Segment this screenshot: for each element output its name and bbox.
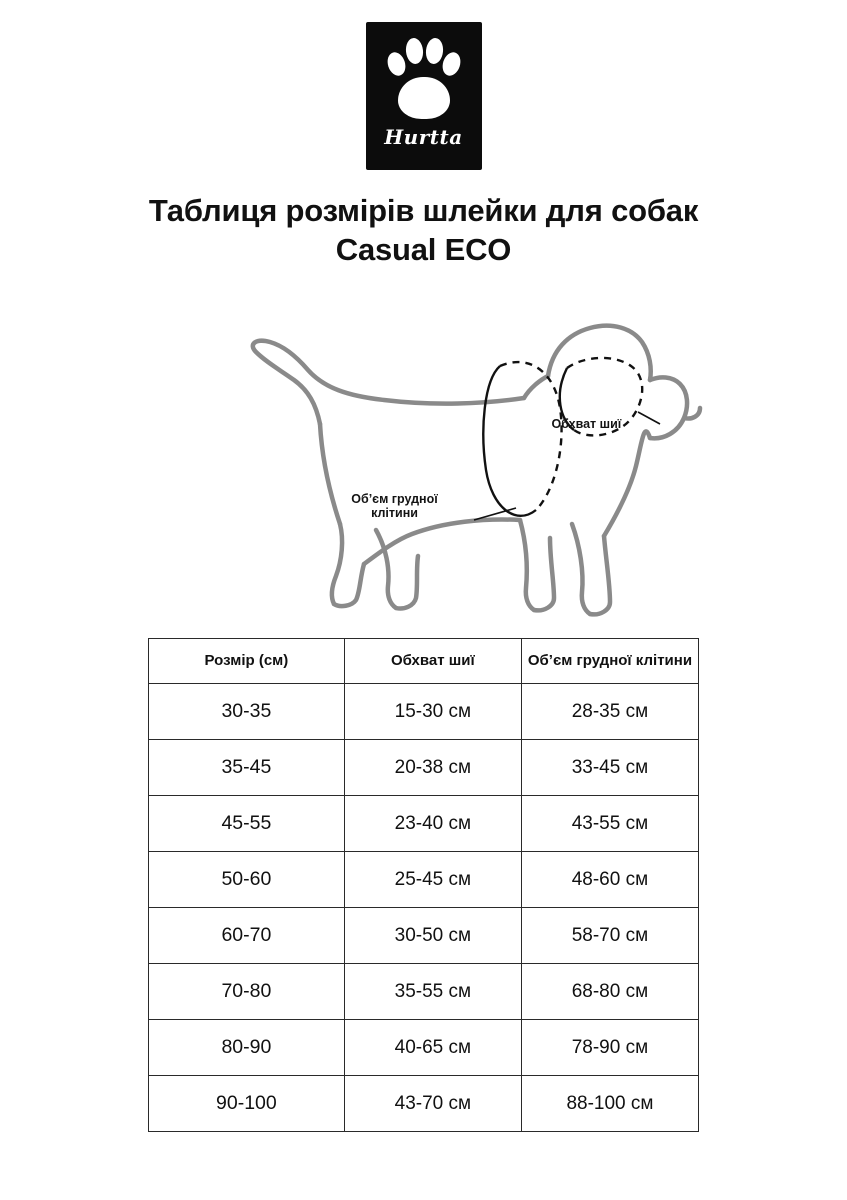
table-row [149,908,699,964]
table-header-chest: Об’єм грудної клітини [521,638,698,684]
brand-logo [366,22,482,170]
table-row [149,1076,699,1132]
cell-chest: 28-35 см [521,684,698,740]
table-header-row [149,638,699,684]
cell-size: 45-55 [149,796,345,852]
cell-size: 70-80 [149,964,345,1020]
cell-neck: 30-50 см [344,908,521,964]
cell-chest: 68-80 см [521,964,698,1020]
cell-size: 50-60 [149,852,345,908]
dog-silhouette-icon [144,284,704,624]
cell-chest: 43-55 см [521,796,698,852]
cell-neck: 43-70 см [344,1076,521,1132]
cell-chest: 33-45 см [521,740,698,796]
cell-chest: 78-90 см [521,1020,698,1076]
cell-size: 90-100 [149,1076,345,1132]
table-row [149,1020,699,1076]
table-row [149,684,699,740]
chest-measure-label: Об’єм грудної клітини [351,491,438,520]
table-header-neck: Обхват шиї [344,638,521,684]
page-title: Таблиця розмірів шлейки для собак Casual ECO [148,193,699,267]
cell-chest: 48-60 см [521,852,698,908]
cell-neck: 35-55 см [344,964,521,1020]
cell-neck: 40-65 см [344,1020,521,1076]
cell-neck: 15-30 см [344,684,521,740]
cell-chest: 88-100 см [521,1076,698,1132]
size-table-container [148,638,699,1133]
table-row [149,740,699,796]
cell-size: 60-70 [149,908,345,964]
cell-neck: 20-38 см [344,740,521,796]
table-header-size: Розмір (см) [149,638,345,684]
cell-size: 30-35 [149,684,345,740]
neck-measure-label: Обхват шиї [551,416,622,431]
table-row [149,796,699,852]
cell-size: 80-90 [149,1020,345,1076]
cell-chest: 58-70 см [521,908,698,964]
dog-measurement-illustration [144,284,704,624]
size-table [148,638,699,1133]
paw-icon [385,35,463,121]
brand-wordmark: Hurtta [384,125,463,149]
table-row [149,964,699,1020]
cell-neck: 25-45 см [344,852,521,908]
cell-size: 35-45 [149,740,345,796]
cell-neck: 23-40 см [344,796,521,852]
table-row [149,852,699,908]
